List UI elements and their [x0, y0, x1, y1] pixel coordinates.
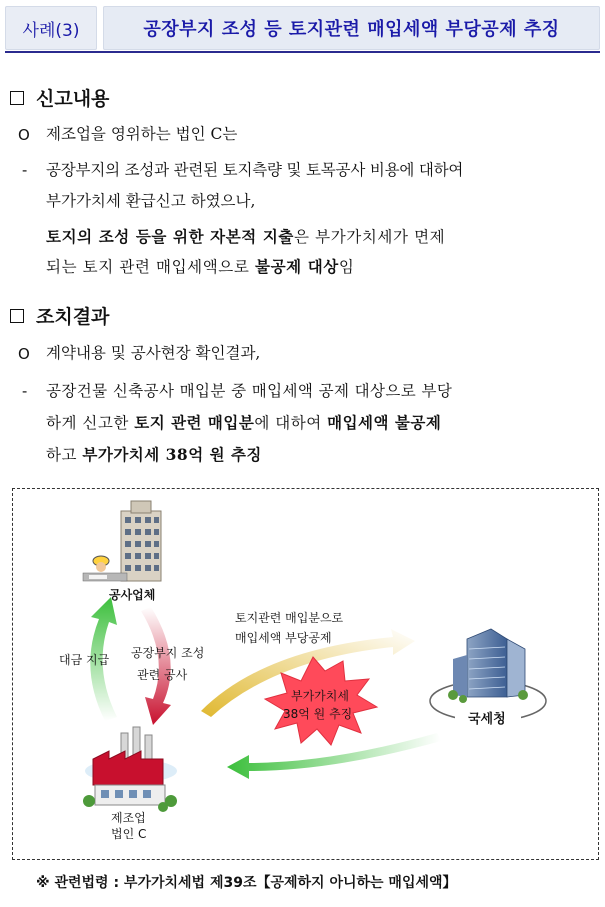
non-deductible-emphasis: 불공제 대상 — [255, 257, 339, 276]
case-number-badge: 사례(3) — [5, 6, 97, 50]
bullet-circle-icon: O — [18, 345, 30, 363]
construction-label-line-2: 관련 공사 — [137, 668, 188, 682]
report-item-3-text-2: 되는 토지 관련 매입세액으로 — [46, 258, 255, 276]
result-item-1: 계약내용 및 공사현장 확인결과, — [46, 344, 261, 362]
tax-collection-emphasis: 부가가치세 38억 원 추징 — [82, 445, 262, 464]
result-item-2-line-2 — [46, 408, 441, 438]
land-related-emphasis: 토지 관련 매입분 — [134, 413, 255, 432]
report-item-2-line-1: 공장부지의 조성과 관련된 토지측량 및 토목공사 비용에 대하여 — [46, 161, 464, 179]
report-item-3-line-2 — [46, 252, 354, 282]
report-item-3-text-1: 은 부가가치세가 면제 — [294, 228, 446, 246]
contractor-label: 공사업체 — [109, 588, 156, 602]
nts-label: 국세청 — [468, 712, 506, 727]
dash-bullet-icon: - — [22, 161, 28, 179]
contractor-building-icon — [83, 501, 161, 581]
flow-illustration-graphics — [13, 489, 598, 859]
report-heading-text: 신고내용 — [36, 88, 110, 110]
company-label-line-1: 제조업 — [111, 811, 146, 825]
report-item-3-line-1 — [46, 222, 445, 252]
result-item-2-text-1: 하게 신고한 — [46, 414, 135, 432]
company-label-line-2: 법인 C — [111, 827, 147, 841]
related-law-reference: ※ 관련법령 : 부가가치세법 제39조【공제하지 아니하는 매입세액】 — [36, 875, 457, 891]
deduction-label-line-1: 토지관련 매입분으로 — [235, 611, 344, 625]
report-item-3-text-3: 임 — [338, 258, 355, 276]
bullet-circle-icon: O — [18, 126, 30, 144]
checkbox-square-icon — [10, 309, 24, 323]
capital-expenditure-emphasis: 토지의 조성 등을 위한 자본적 지출 — [46, 227, 295, 246]
tax-non-deduction-emphasis: 매입세액 불공제 — [327, 413, 442, 432]
factory-icon — [83, 727, 177, 812]
page-title: 공장부지 조성 등 토지관련 매입세액 부당공제 추징 — [103, 6, 600, 50]
result-item-2-text-3: 하고 — [46, 446, 83, 464]
header-divider — [5, 51, 600, 53]
tax-label-line-2: 38억 원 추징 — [283, 707, 353, 721]
result-section-heading — [10, 302, 109, 329]
report-item-1: 제조업을 영위하는 법인 C는 — [46, 125, 238, 143]
result-item-2-line-3 — [46, 440, 262, 470]
report-section-heading — [10, 84, 109, 111]
payment-label: 대금 지급 — [59, 653, 110, 667]
result-heading-text: 조치결과 — [36, 306, 110, 328]
tax-collection-arrow — [227, 733, 441, 779]
dash-bullet-icon: - — [22, 382, 28, 400]
result-item-2-line-1: 공장건물 신축공사 매입분 중 매입세액 공제 대상으로 부당 — [46, 382, 453, 400]
flow-illustration — [12, 488, 599, 860]
tax-label-line-1: 부가가치세 — [291, 689, 349, 703]
report-item-2-line-2: 부가가치세 환급신고 하였으나, — [46, 192, 256, 210]
deduction-label-line-2: 매입세액 부당공제 — [235, 631, 332, 645]
checkbox-square-icon — [10, 91, 24, 105]
construction-label-line-1: 공장부지 조성 — [131, 646, 205, 660]
result-item-2-text-2: 에 대하여 — [254, 414, 328, 432]
